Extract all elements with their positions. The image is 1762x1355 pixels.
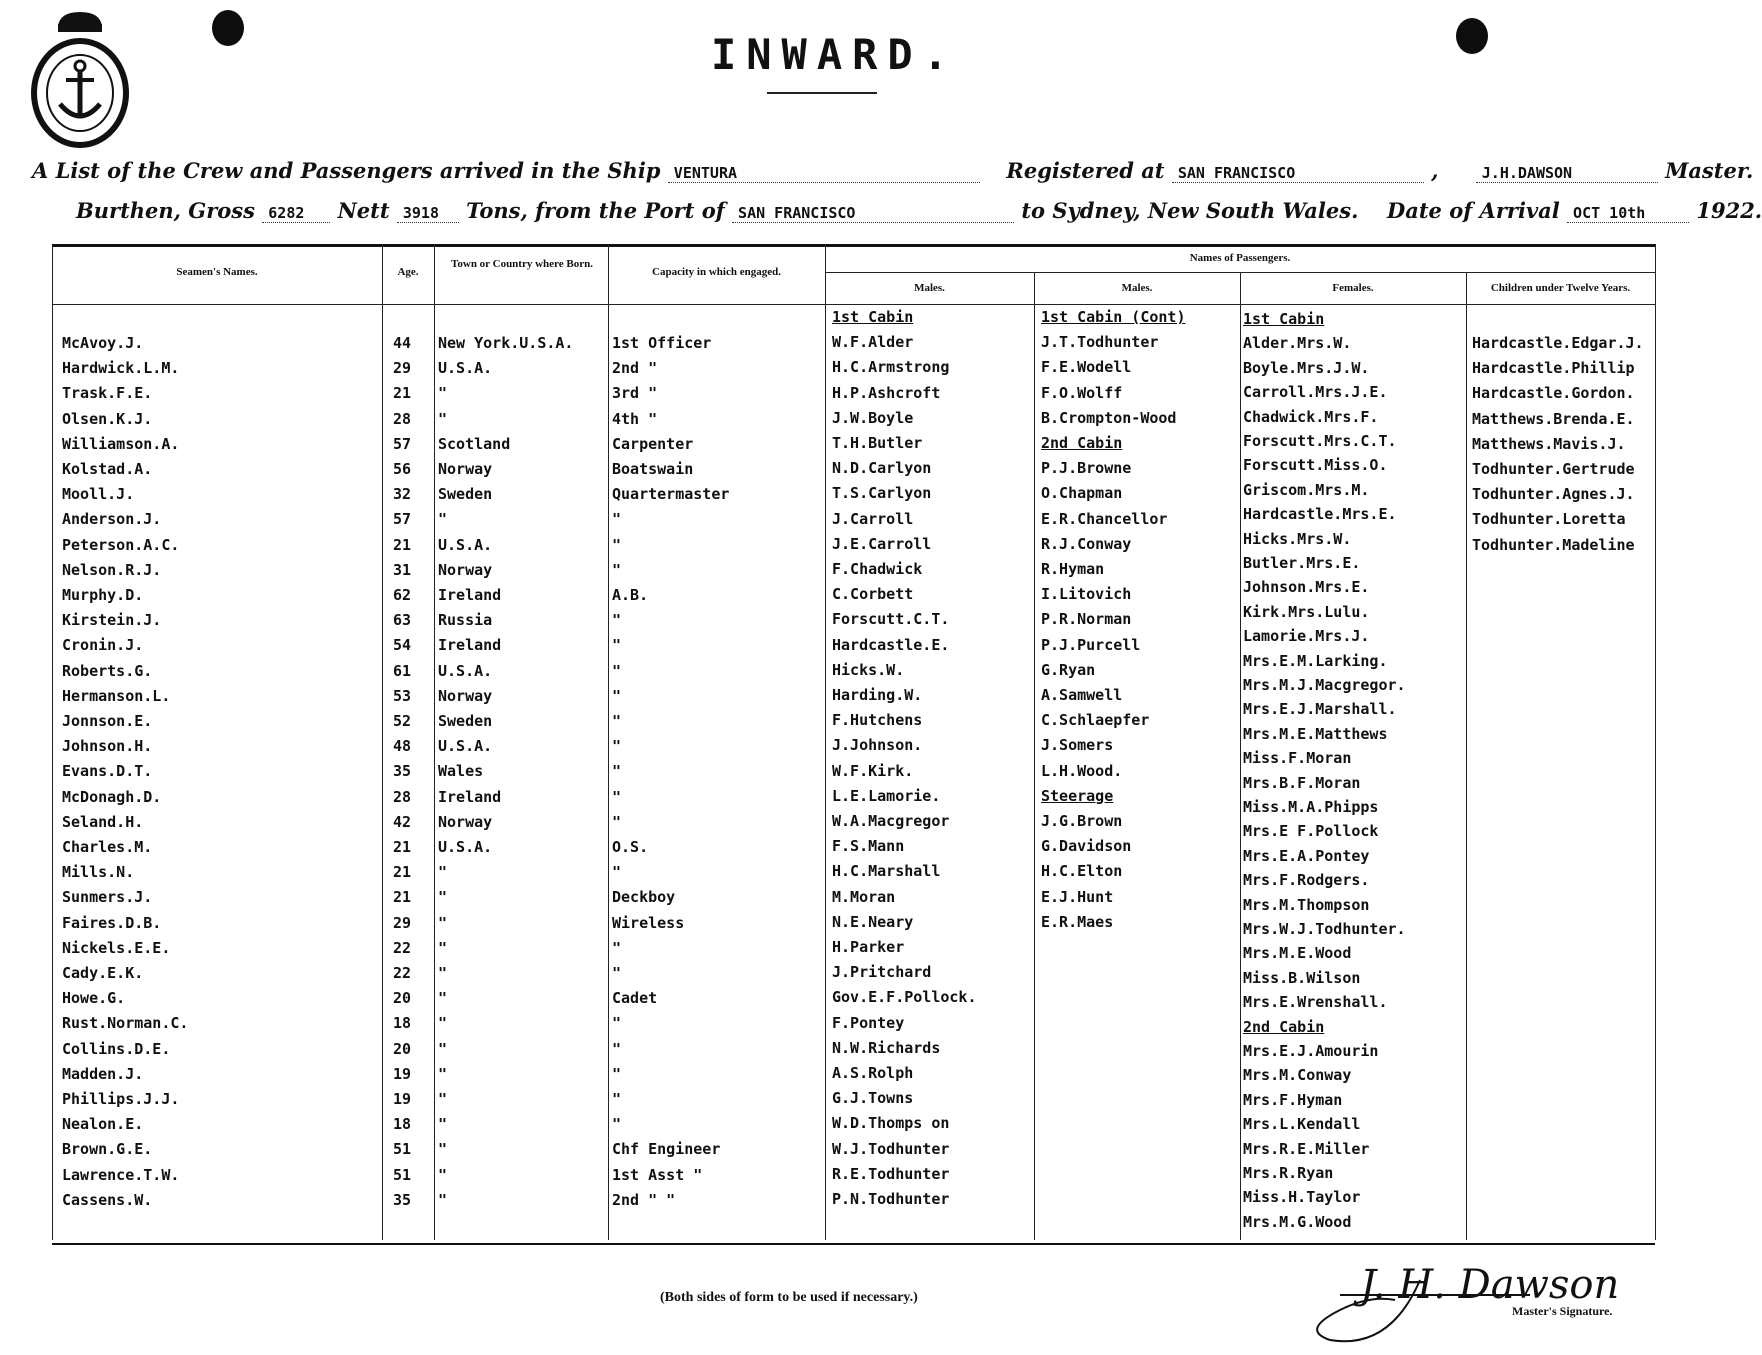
seaman-age: 28	[393, 787, 412, 806]
gross-tonnage: 6282	[262, 204, 330, 223]
male-passenger: G.Ryan	[1041, 660, 1096, 679]
female-passenger: Miss.B.Wilson	[1243, 968, 1361, 987]
male-passenger: F.Hutchens	[832, 711, 923, 730]
male-passenger: L.E.Lamorie.	[832, 786, 941, 805]
male-passenger: H.C.Armstrong	[832, 358, 950, 377]
male-passenger: J.Somers	[1041, 736, 1114, 755]
male-passenger: J.T.Todhunter	[1041, 333, 1159, 352]
seaman-birthplace: Scotland	[438, 434, 511, 453]
seaman-capacity: "	[612, 636, 622, 655]
male-passenger: H.P.Ashcroft	[832, 383, 941, 402]
col-divider	[52, 244, 53, 1240]
seaman-capacity: "	[612, 812, 622, 831]
seaman-name: Evans.D.T.	[62, 762, 153, 781]
seaman-birthplace: "	[438, 863, 448, 882]
male-passenger: W.J.Todhunter	[832, 1139, 950, 1158]
seaman-birthplace: "	[438, 964, 448, 982]
ship-name: VENTURA	[668, 164, 980, 183]
female-passenger: Carroll.Mrs.J.E.	[1243, 383, 1388, 402]
male-passenger: W.D.Thomps on	[832, 1114, 950, 1133]
female-passenger: Griscom.Mrs.M.	[1243, 480, 1370, 499]
seaman-birthplace: "	[438, 1064, 448, 1083]
seaman-capacity: 3rd "	[612, 384, 658, 403]
seaman-birthplace: "	[438, 1165, 448, 1184]
female-passenger: Mrs.F.Rodgers.	[1243, 871, 1370, 890]
seaman-name: Cronin.J.	[62, 636, 144, 655]
child-passenger: Todhunter.Loretta	[1472, 510, 1626, 529]
female-passenger: Mrs.M.E.Wood	[1243, 944, 1352, 963]
male-passenger: T.H.Butler	[832, 434, 923, 452]
title-rule	[767, 92, 877, 94]
seaman-name: Nealon.E.	[62, 1115, 144, 1134]
male-passenger: E.R.Maes	[1041, 912, 1114, 931]
male-passenger: J.Carroll	[832, 509, 914, 528]
child-passenger: Hardcastle.Gordon.	[1472, 384, 1635, 403]
seaman-birthplace: Sweden	[438, 712, 493, 730]
female-passenger: Mrs.E.Wrenshall.	[1243, 993, 1388, 1012]
seaman-capacity: "	[612, 1064, 622, 1083]
female-passenger: Mrs.M.Thompson	[1243, 895, 1370, 914]
seaman-age: 29	[393, 913, 412, 932]
seaman-birthplace: Norway	[438, 812, 493, 831]
female-passenger: Mrs.W.J.Todhunter.	[1243, 920, 1406, 938]
female-passenger: Mrs.E F.Pollock	[1243, 822, 1379, 841]
seaman-name: Collins.D.E.	[62, 1039, 171, 1058]
seaman-birthplace: Russia	[438, 611, 493, 630]
female-passenger: Miss.F.Moran	[1243, 749, 1352, 768]
seaman-birthplace: Ireland	[438, 636, 502, 655]
seaman-name: Roberts.G.	[62, 661, 153, 680]
seaman-capacity: "	[612, 938, 622, 957]
female-passenger: Lamorie.Mrs.J.	[1243, 627, 1370, 646]
seaman-name: Kirstein.J.	[62, 611, 162, 630]
seaman-birthplace: "	[438, 913, 448, 932]
seaman-name: Olsen.K.J.	[62, 409, 153, 428]
col-header-males-1: Males.	[914, 282, 945, 294]
female-passenger: Mrs.E.J.Amourin	[1243, 1042, 1379, 1060]
seaman-name: Nickels.E.E.	[62, 938, 171, 957]
page-title: INWARD.	[710, 30, 958, 79]
form-note: (Both sides of form to be used if necessary.)	[660, 1290, 918, 1305]
seaman-birthplace: Norway	[438, 686, 493, 705]
seaman-birthplace: U.S.A.	[438, 661, 493, 680]
destination-label: to Sydney, New South Wales.	[1021, 198, 1359, 223]
seaman-age: 21	[393, 838, 412, 856]
seaman-name: Hermanson.L.	[62, 686, 171, 705]
male-passenger: Forscutt.C.T.	[832, 610, 950, 629]
female-passenger: Mrs.M.Conway	[1243, 1066, 1352, 1085]
seaman-name: Rust.Norman.C.	[62, 1014, 189, 1033]
seaman-birthplace: U.S.A.	[438, 737, 493, 756]
seaman-age: 62	[393, 586, 412, 604]
male-passenger: O.Chapman	[1041, 484, 1123, 503]
female-passenger: Butler.Mrs.E.	[1243, 554, 1361, 572]
seaman-capacity: Wireless	[612, 913, 685, 932]
seaman-capacity: "	[612, 1014, 622, 1033]
male-passenger: A.Samwell	[1041, 686, 1123, 704]
male-passenger: E.J.Hunt	[1041, 887, 1114, 906]
seaman-age: 51	[393, 1165, 412, 1184]
seaman-birthplace: U.S.A.	[438, 535, 493, 554]
male-passenger: H.C.Elton	[1041, 862, 1123, 881]
arrival-date: OCT 10th	[1567, 204, 1689, 223]
male-passenger-section-heading: Steerage	[1041, 786, 1114, 805]
col-divider	[382, 244, 383, 1240]
seaman-capacity: 2nd "	[612, 359, 658, 378]
male-passenger: R.Hyman	[1041, 560, 1105, 578]
female-passenger: Johnson.Mrs.E.	[1243, 578, 1370, 597]
male-passenger: F.Pontey	[832, 1013, 905, 1032]
col-header-children: Children under Twelve Years.	[1490, 282, 1631, 294]
male-passenger: G.Davidson	[1041, 837, 1132, 856]
seaman-age: 44	[393, 334, 412, 352]
seaman-birthplace: "	[438, 384, 448, 403]
male-passenger: L.H.Wood.	[1041, 761, 1123, 780]
seaman-age: 21	[393, 888, 412, 907]
female-passenger: Mrs.M.G.Wood	[1243, 1212, 1352, 1231]
seaman-birthplace: "	[438, 1190, 448, 1209]
female-passenger: Chadwick.Mrs.F.	[1243, 407, 1379, 426]
seaman-birthplace: Ireland	[438, 586, 502, 604]
male-passenger: F.E.Wodell	[1041, 358, 1132, 377]
male-passenger-section-heading: 2nd Cabin	[1041, 434, 1123, 452]
seaman-age: 51	[393, 1140, 412, 1159]
male-passenger: F.Chadwick	[832, 560, 923, 578]
male-passenger: J.Pritchard	[832, 963, 932, 982]
seaman-name: Mooll.J.	[62, 485, 135, 504]
list-intro: A List of the Crew and Passengers arrived in the Ship	[32, 158, 661, 183]
seaman-name: Hardwick.L.M.	[62, 359, 180, 378]
female-passenger: Mrs.M.J.Macgregor.	[1243, 676, 1406, 694]
male-passenger: B.Crompton-Wood	[1041, 408, 1177, 427]
seaman-name: Trask.F.E.	[62, 384, 153, 403]
seaman-capacity: Chf Engineer	[612, 1140, 721, 1159]
seaman-age: 48	[393, 737, 412, 756]
signature-text: J. H. Dawson	[1360, 1262, 1620, 1308]
col-header-females: Females.	[1332, 282, 1374, 294]
seaman-capacity: "	[612, 787, 622, 806]
seaman-capacity: O.S.	[612, 838, 649, 856]
male-passenger: J.W.Boyle	[832, 408, 914, 427]
male-passenger: F.O.Wolff	[1041, 383, 1123, 402]
seaman-capacity: 4th "	[612, 409, 658, 428]
registered-label: Registered at	[1006, 158, 1165, 183]
seaman-age: 63	[393, 611, 412, 630]
arrival-label: Date of Arrival	[1387, 198, 1560, 223]
male-passenger-section-heading: 1st Cabin	[832, 308, 914, 326]
male-passenger: N.W.Richards	[832, 1038, 941, 1057]
female-passenger: Alder.Mrs.W.	[1243, 334, 1352, 353]
col-divider	[1240, 272, 1241, 1240]
seaman-name: Charles.M.	[62, 838, 153, 856]
seaman-name: Cassens.W.	[62, 1190, 153, 1209]
header-line-2	[76, 198, 1762, 223]
male-passenger: H.Parker	[832, 938, 905, 956]
seaman-age: 22	[393, 964, 412, 982]
male-passenger: R.E.Todhunter	[832, 1164, 950, 1183]
female-passenger-section-heading: 2nd Cabin	[1243, 1017, 1325, 1036]
male-passenger: E.R.Chancellor	[1041, 509, 1168, 528]
seaman-age: 53	[393, 686, 412, 705]
male-passenger: G.J.Towns	[832, 1089, 914, 1108]
col-divider	[825, 244, 826, 1240]
seaman-name: Mills.N.	[62, 863, 135, 882]
child-passenger: Matthews.Mavis.J.	[1472, 434, 1626, 453]
col-header-capacity: Capacity in which engaged.	[652, 266, 781, 278]
master-name: J.H.DAWSON	[1476, 164, 1658, 183]
seaman-birthplace: Sweden	[438, 485, 493, 504]
seaman-capacity: 1st Asst "	[612, 1165, 703, 1184]
seaman-age: 21	[393, 384, 412, 403]
female-passenger: Mrs.R.E.Miller	[1243, 1139, 1370, 1158]
burthen-label: Burthen, Gross	[76, 198, 255, 223]
seaman-name: Brown.G.E.	[62, 1140, 153, 1159]
col-divider	[1466, 272, 1467, 1240]
male-passenger: Gov.E.F.Pollock.	[832, 988, 977, 1007]
seaman-age: 32	[393, 485, 412, 504]
seaman-capacity: Deckboy	[612, 888, 676, 907]
child-passenger: Hardcastle.Phillip	[1472, 359, 1635, 378]
male-passenger: W.F.Alder	[832, 333, 914, 352]
seaman-birthplace: "	[438, 1014, 448, 1033]
seaman-name: Lawrence.T.W.	[62, 1165, 180, 1184]
seaman-age: 57	[393, 510, 412, 529]
seaman-age: 20	[393, 989, 412, 1008]
female-passenger: Mrs.E.M.Larking.	[1243, 651, 1388, 670]
male-passenger: Hardcastle.E.	[832, 635, 950, 654]
male-passenger: R.J.Conway	[1041, 534, 1132, 553]
seaman-birthplace: "	[438, 1090, 448, 1108]
male-passenger: T.S.Carlyon	[832, 484, 932, 503]
seaman-age: 19	[393, 1064, 412, 1083]
comma: ,	[1431, 158, 1439, 183]
male-passenger: J.Johnson.	[832, 736, 923, 755]
seaman-birthplace: "	[438, 888, 448, 907]
seaman-capacity: 2nd " "	[612, 1190, 676, 1209]
nett-label: Nett	[337, 198, 390, 223]
seaman-name: McAvoy.J.	[62, 334, 144, 352]
seaman-capacity: "	[612, 1039, 622, 1058]
seaman-birthplace: Wales	[438, 762, 484, 781]
male-passenger: C.Schlaepfer	[1041, 711, 1150, 730]
seaman-birthplace: U.S.A.	[438, 838, 493, 856]
male-passenger: A.S.Rolph	[832, 1064, 914, 1082]
seaman-name: Seland.H.	[62, 812, 144, 831]
departure-port: SAN FRANCISCO	[732, 204, 1014, 223]
female-passenger: Miss.M.A.Phipps	[1243, 798, 1379, 816]
male-passenger: I.Litovich	[1041, 585, 1132, 604]
seaman-capacity: "	[612, 510, 622, 529]
child-passenger: Matthews.Brenda.E.	[1472, 409, 1635, 428]
seaman-capacity: "	[612, 863, 622, 882]
seaman-capacity: "	[612, 686, 622, 705]
seaman-capacity: "	[612, 560, 622, 579]
seaman-age: 61	[393, 661, 412, 680]
male-passenger: P.J.Browne	[1041, 459, 1132, 478]
male-passenger: F.S.Mann	[832, 837, 905, 856]
female-passenger: Hicks.Mrs.W.	[1243, 529, 1352, 548]
male-passenger: J.G.Brown	[1041, 812, 1123, 830]
seaman-age: 57	[393, 434, 412, 453]
seaman-name: Faires.D.B.	[62, 913, 162, 932]
seaman-name: Kolstad.A.	[62, 460, 153, 478]
col-divider	[608, 244, 609, 1240]
seaman-age: 21	[393, 863, 412, 882]
seaman-capacity: "	[612, 611, 622, 630]
seaman-capacity: "	[612, 1090, 622, 1108]
seaman-age: 29	[393, 359, 412, 378]
master-label: Master.	[1665, 158, 1754, 183]
col-header-passengers: Names of Passengers.	[1189, 252, 1291, 264]
col-header-age: Age.	[397, 266, 419, 278]
seaman-age: 28	[393, 409, 412, 428]
header-line-1	[32, 158, 1753, 183]
female-passenger: Miss.H.Taylor	[1243, 1188, 1361, 1207]
seaman-name: Cady.E.K.	[62, 964, 144, 982]
seaman-age: 52	[393, 712, 412, 730]
seaman-name: Jonnson.E.	[62, 712, 153, 730]
seaman-birthplace: U.S.A.	[438, 359, 493, 378]
registered-port: SAN FRANCISCO	[1172, 164, 1424, 183]
col-header-seamen: Seamen's Names.	[176, 266, 258, 278]
male-passenger-section-heading: 1st Cabin (Cont)	[1041, 308, 1186, 326]
seaman-name: Murphy.D.	[62, 586, 144, 604]
col-header-town: Town or Country where Born.	[451, 258, 593, 270]
child-passenger: Todhunter.Gertrude	[1472, 460, 1635, 478]
seaman-birthplace: New York.U.S.A.	[438, 334, 574, 352]
seaman-age: 18	[393, 1014, 412, 1033]
male-passenger: Harding.W.	[832, 686, 923, 704]
seaman-age: 19	[393, 1090, 412, 1108]
seaman-age: 35	[393, 1190, 412, 1209]
male-passenger: W.A.Macgregor	[832, 812, 950, 830]
seaman-name: Sunmers.J.	[62, 888, 153, 907]
female-passenger-section-heading: 1st Cabin	[1243, 310, 1325, 328]
female-passenger: Mrs.B.F.Moran	[1243, 773, 1361, 792]
seaman-birthplace: Ireland	[438, 787, 502, 806]
seaman-birthplace: "	[438, 989, 448, 1008]
female-passenger: Forscutt.Mrs.C.T.	[1243, 432, 1397, 450]
seaman-birthplace: "	[438, 1039, 448, 1058]
signature-label: Master's Signature.	[1512, 1304, 1613, 1318]
child-passenger: Todhunter.Madeline	[1472, 535, 1635, 554]
nett-tonnage: 3918	[397, 204, 459, 223]
female-passenger: Mrs.L.Kendall	[1243, 1115, 1361, 1134]
child-passenger: Todhunter.Agnes.J.	[1472, 485, 1635, 504]
male-passenger: Hicks.W.	[832, 660, 905, 679]
seaman-capacity: Cadet	[612, 989, 658, 1008]
seaman-name: Nelson.R.J.	[62, 560, 162, 579]
female-passenger: Boyle.Mrs.J.W.	[1243, 358, 1370, 377]
seaman-capacity: A.B.	[612, 586, 649, 604]
seaman-age: 31	[393, 560, 412, 579]
male-passenger: P.N.Todhunter	[832, 1190, 950, 1208]
female-passenger: Mrs.R.Ryan	[1243, 1164, 1334, 1182]
female-passenger: Mrs.E.A.Pontey	[1243, 846, 1370, 865]
seaman-birthplace: "	[438, 1140, 448, 1159]
master-signature	[1300, 1240, 1630, 1355]
seaman-capacity: "	[612, 762, 622, 781]
seaman-birthplace: Norway	[438, 460, 493, 478]
seaman-birthplace: "	[438, 938, 448, 957]
female-passenger: Kirk.Mrs.Lulu.	[1243, 602, 1370, 621]
tons-label: Tons, from the Port of	[466, 198, 725, 223]
seaman-age: 20	[393, 1039, 412, 1058]
male-passenger: N.E.Neary	[832, 912, 914, 931]
seaman-capacity: "	[612, 661, 622, 680]
seaman-birthplace: "	[438, 409, 448, 428]
male-passenger: P.R.Norman	[1041, 610, 1132, 629]
seaman-capacity: "	[612, 964, 622, 982]
seaman-capacity: "	[612, 1115, 622, 1134]
male-passenger: C.Corbett	[832, 585, 914, 604]
male-passenger: W.F.Kirk.	[832, 761, 914, 780]
col-divider	[434, 244, 435, 1240]
female-passenger: Mrs.E.J.Marshall.	[1243, 700, 1397, 719]
male-passenger: J.E.Carroll	[832, 534, 932, 553]
seaman-name: Phillips.J.J.	[62, 1090, 180, 1108]
seaman-capacity: Boatswain	[612, 460, 694, 478]
seaman-capacity: 1st Officer	[612, 334, 712, 352]
male-passenger: P.J.Purcell	[1041, 635, 1141, 654]
child-passenger: Hardcastle.Edgar.J.	[1472, 334, 1644, 352]
seaman-age: 18	[393, 1115, 412, 1134]
seaman-age: 54	[393, 636, 412, 655]
seaman-name: Williamson.A.	[62, 434, 180, 453]
male-passenger: H.C.Marshall	[832, 862, 941, 881]
female-passenger: Hardcastle.Mrs.E.	[1243, 505, 1397, 524]
seaman-name: McDonagh.D.	[62, 787, 162, 806]
female-passenger: Forscutt.Miss.O.	[1243, 456, 1388, 475]
seaman-birthplace: Norway	[438, 560, 493, 579]
seaman-birthplace: "	[438, 510, 448, 529]
seaman-capacity: "	[612, 737, 622, 756]
header-bottom-rule	[52, 304, 1655, 305]
male-passenger: N.D.Carlyon	[832, 459, 932, 478]
seaman-age: 42	[393, 812, 412, 831]
seaman-capacity: Carpenter	[612, 434, 694, 453]
arrival-year: 1922.	[1696, 198, 1762, 223]
seaman-name: Howe.G.	[62, 989, 126, 1008]
seaman-age: 21	[393, 535, 412, 554]
col-header-males-2: Males.	[1121, 282, 1153, 294]
seaman-name: Johnson.H.	[62, 737, 153, 756]
seaman-birthplace: "	[438, 1115, 448, 1134]
seaman-capacity: "	[612, 535, 622, 554]
male-passenger: M.Moran	[832, 887, 896, 906]
female-passenger: Mrs.F.Hyman	[1243, 1090, 1343, 1109]
col-divider	[1034, 272, 1035, 1240]
col-divider	[1655, 244, 1656, 1240]
seaman-name: Madden.J.	[62, 1064, 144, 1083]
female-passenger: Mrs.M.E.Matthews	[1243, 724, 1388, 743]
seaman-capacity: "	[612, 712, 622, 730]
seaman-age: 35	[393, 762, 412, 781]
seaman-capacity: Quartermaster	[612, 485, 730, 504]
seaman-name: Anderson.J.	[62, 510, 162, 529]
seaman-age: 22	[393, 938, 412, 957]
seaman-age: 56	[393, 460, 412, 478]
seaman-name: Peterson.A.C.	[62, 535, 180, 554]
